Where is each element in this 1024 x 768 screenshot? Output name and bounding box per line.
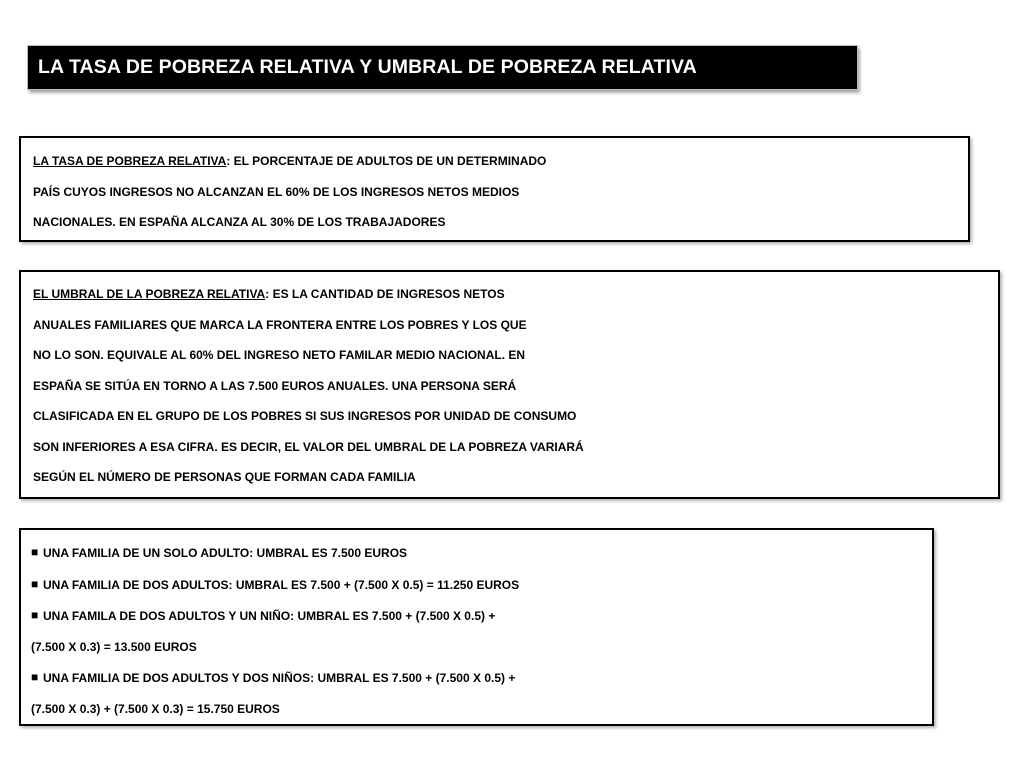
definition-line: NO LO SON. EQUIVALE AL 60% DEL INGRESO NETO FAMILAR MEDIO NACIONAL. EN [33,348,526,362]
definition-line: SON INFERIORES A ESA CIFRA. ES DECIR, EL VALOR DEL UMBRAL DE LA POBREZA VARIARÁ [33,439,584,454]
list-item [31,537,932,569]
definition-box-poverty-rate [19,136,970,242]
definition-line: SEGÚN EL NÚMERO DE PERSONAS QUE FORMAN CADA FAMILIA [33,470,416,484]
definition-line: PAÍS CUYOS INGRESOS NO ALCANZAN EL 60% DE LOS INGRESOS NETOS MEDIOS [33,184,520,199]
definition-line [33,279,998,310]
list-item-continuation: (7.500 X 0.3) + (7.500 X 0.3) = 15.750 EUROS [31,701,280,716]
slide-title-bar [27,45,858,90]
list-item-text: UNA FAMILIA DE UN SOLO ADULTO: UMBRAL ES 7.500 EUROS [43,546,408,560]
definition-line: CLASIFICADA EN EL GRUPO DE LOS POBRES SI SUS INGRESOS POR UNIDAD DE CONSUMO [33,409,577,423]
definition-text: : ES LA CANTIDAD DE INGRESOS NETOS [265,287,505,301]
square-bullet-icon: ■ [31,670,39,684]
list-item-continuation: (7.500 X 0.3) = 13.500 EUROS [31,639,197,654]
slide-title: LA TASA DE POBREZA RELATIVA Y UMBRAL DE POBREZA RELATIVA [38,56,697,78]
square-bullet-icon: ■ [31,608,39,622]
list-item-text: UNA FAMILA DE DOS ADULTOS Y UN NIÑO: UMBRAL ES 7.500 + (7.500 X 0.5) + [43,609,496,623]
examples-box [19,528,934,726]
list-item [31,569,932,601]
definition-line [33,146,968,177]
list-item [31,662,932,694]
definition-term: LA TASA DE POBREZA RELATIVA [33,154,227,168]
definition-line: ESPAÑA SE SITÚA EN TORNO A LAS 7.500 EUROS ANUALES. UNA PERSONA SERÁ [33,378,517,393]
definition-text: : EL PORCENTAJE DE ADULTOS DE UN DETERMINADO [226,154,547,168]
square-bullet-icon: ■ [31,545,39,559]
definition-term: EL UMBRAL DE LA POBREZA RELATIVA [33,287,266,301]
list-item-text: UNA FAMILIA DE DOS ADULTOS: UMBRAL ES 7.500 + (7.500 X 0.5) = 11.250 EUROS [43,577,520,592]
square-bullet-icon: ■ [31,576,39,591]
list-item [31,600,932,632]
definition-line: ANUALES FAMILIARES QUE MARCA LA FRONTERA ENTRE LOS POBRES Y LOS QUE [33,317,527,332]
definition-box-poverty-threshold [19,270,1000,499]
definition-line: NACIONALES. EN ESPAÑA ALCANZA AL 30% DE LOS TRABAJADORES [33,215,446,229]
list-item-text: UNA FAMILIA DE DOS ADULTOS Y DOS NIÑOS: UMBRAL ES 7.500 + (7.500 X 0.5) + [43,671,516,685]
